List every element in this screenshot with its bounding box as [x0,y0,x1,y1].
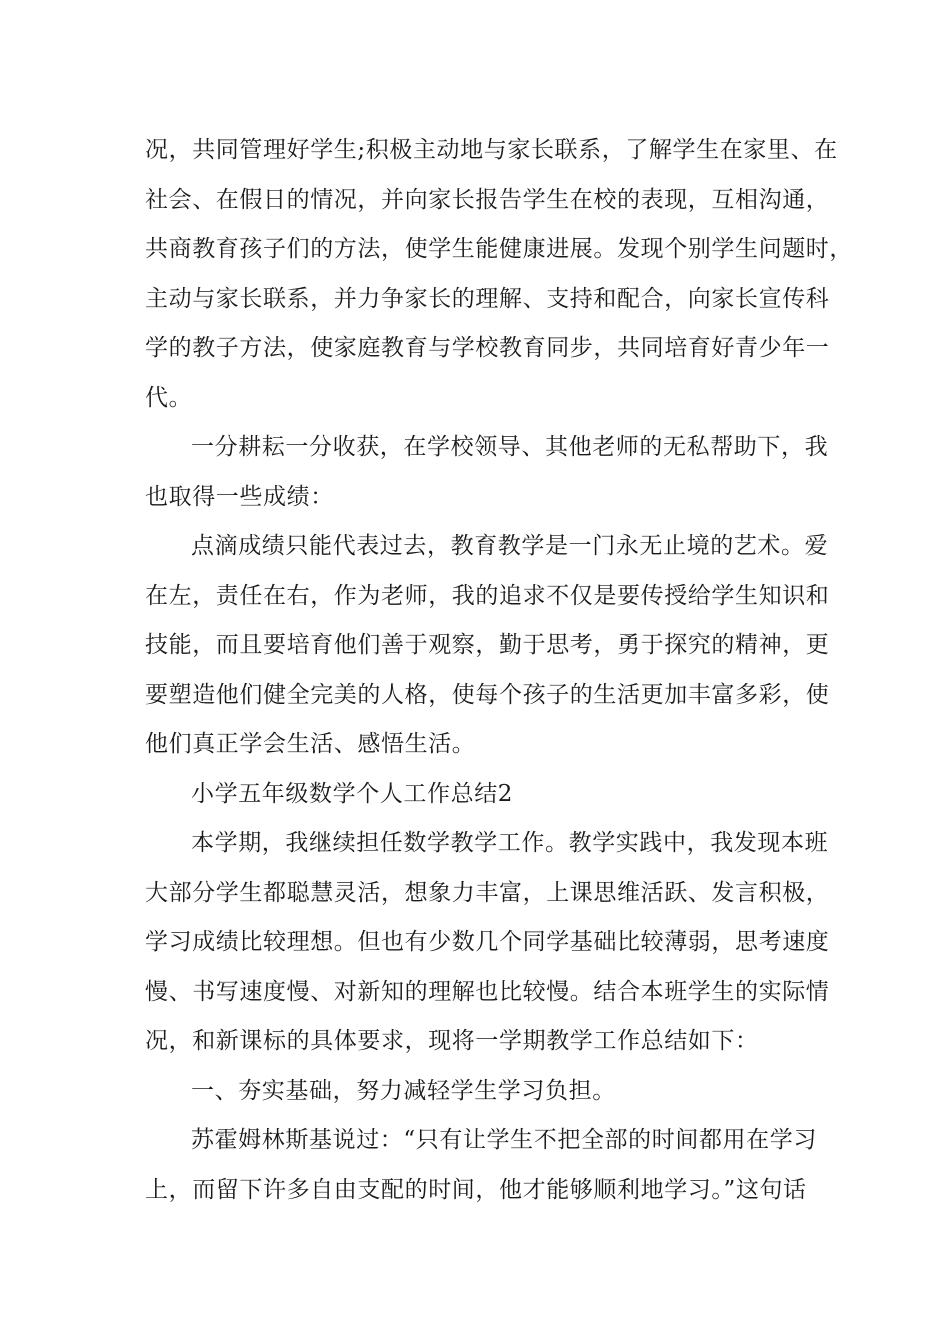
body-line: 学的教子方法，使家庭教育与学校教育同步，共同培育好青少年一 [145,335,830,361]
body-line: 共商教育孩子们的方法，使学生能健康进展。发现个别学生问题时， [145,236,853,262]
body-line: 学习成绩比较理想。但也有少数几个同学基础比较薄弱，思考速度 [145,929,830,955]
body-line: 上，而留下许多自由支配的时间，他才能够顺利地学习。”这句话 [145,1176,807,1203]
body-line: 况，和新课标的具体要求，现将一学期教学工作总结如下： [145,1028,759,1054]
body-line: 大部分学生都聪慧灵活，想象力丰富，上课思维活跃、发言积极， [145,879,830,906]
body-line: 社会、在假日的情况，并向家长报告学生在校的表现，互相沟通， [145,186,830,213]
body-line: 代。 [145,384,193,411]
body-line: 也取得一些成绩： [145,483,334,510]
subsection-heading: 一、夯实基础，努力减轻学生学习负担。 [191,1077,616,1104]
body-line: 他们真正学会生活、感悟生活。 [145,731,476,757]
paragraph-start-line: 本学期，我继续担任数学教学工作。教学实践中，我发现本班 [191,830,829,856]
body-line: 在左，责任在右，作为老师，我的追求不仅是要传授给学生知识和 [145,582,830,609]
body-line: 慢、书写速度慢、对新知的理解也比较慢。结合本班学生的实际情 [145,978,830,1005]
paragraph-start-line: 苏霍姆林斯基说过：“只有让学生不把全部的时间都用在学习 [191,1127,817,1153]
paragraph-start-line: 一分耕耘一分收获，在学校领导、其他老师的无私帮助下，我 [191,434,829,460]
section-heading: 小学五年级数学个人工作总结2 [191,780,514,807]
body-line: 技能，而且要培育他们善于观察，勤于思考，勇于探究的精神，更 [145,632,830,658]
body-line: 要塑造他们健全完美的人格，使每个孩子的生活更加丰富多彩，使 [145,681,830,708]
paragraph-start-line: 点滴成绩只能代表过去，教育教学是一门永无止境的艺术。爱 [191,533,829,559]
body-line: 主动与家长联系，并力争家长的理解、支持和配合，向家长宣传科 [145,285,830,312]
document-body [145,126,853,1215]
body-line: 况，共同管理好学生;积极主动地与家长联系，了解学生在家里、在 [145,137,838,163]
